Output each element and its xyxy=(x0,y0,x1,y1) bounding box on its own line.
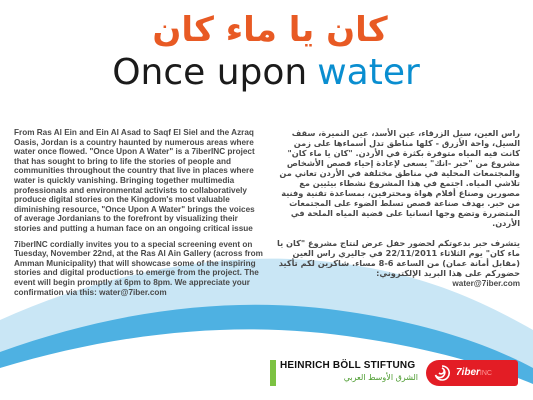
heinrich-boll-logo xyxy=(270,358,418,388)
arabic-title: كان يا ماء كان xyxy=(152,10,388,50)
arabic-invite-text: يتشرف حبر بدعوتكم لحضور حفل عرض لنتاج مشروع "كان يا ماء كان" يوم الثلاثاء 22/11/2011 في جاليري راس العين (مقابل أمانة عمان) من الساعة 6-8 مساء. شاكرين لكم تأكيد حضوركم على هذا البريد الإلكتروني: xyxy=(277,238,520,278)
arabic-paragraph-intro: راس العين، سيل الزرقاء، عين الأسد، عين النميرة، سقف السيل، واحة الأزرق - كلها مناطق تدل أسماءها على زمن كانت فيه المياه متوفرة بكثرة في الأردن. "كان يا ماء كان" مشروع من "حبر -انك" يسعى لإعادة إحياء قصص الأشخاص والمجتمعات المحلية في مناطق مختلفة في الأردن تعاني من تلاشي المياه. اجتمع في هذا المشروع نشطاء بيئيين مع مصورين وصناع أفلام هواة ومحترفين، بمساعدة تقنية وفنية من حبر. بهدف صناعة قصص تسلط الضوء على المجتمعات المتضررة وتضع وجها انسانيا على قضية المياه الملحة في الأردن. xyxy=(279,128,520,228)
title-once-upon: Once upon xyxy=(112,52,308,93)
email-address: water@7iber.com xyxy=(452,279,520,288)
hbs-name: HEINRICH BÖLL STIFTUNG xyxy=(280,360,416,371)
7iber-main: 7iber xyxy=(456,367,480,378)
arabic-column xyxy=(272,128,520,299)
english-paragraph-intro: From Ras Al Ein and Ein Al Asad to Saqf El Siel and the Azraq Oasis, Jordan is a country haunted by numerous areas where water once flowed. "Once Upon A Water" is a 7iberINC project that has sought to bring to life the stories of people and communities throughout the country that live in places where water is quickly vanishing. Bringing together multimedia professionals and environmental activists to collaboratively produce digital stories on the Kingdom's most valuable diminishing resource, "Once Upon A Water" brings the voices of average Jordanians to the forefront by visualizing their stories and putting a human face on an ongoing critical issue xyxy=(14,128,255,233)
7iber-wordmark xyxy=(456,367,492,378)
7iber-logo xyxy=(426,360,518,386)
7iber-inc: INC xyxy=(479,370,492,377)
english-paragraph-invite: 7iberINC cordially invites you to a special screening event on Tuesday, November 22nd, at the Ras Al Ain Gallery (across from Amman Municipality) that will showcase some of the inspiring stories and digital productions to emerge from the project. The event will begin promptly at 6pm to 8pm. We appreciate your confirmation via this: water@7iber.com xyxy=(14,239,263,297)
english-column xyxy=(14,128,264,303)
swirl-icon xyxy=(434,365,450,381)
arabic-paragraph-invite xyxy=(272,238,520,289)
english-title xyxy=(86,48,446,98)
hbs-arabic-subtitle: الشرق الأوسط العربي xyxy=(343,373,418,382)
title-water: water xyxy=(317,52,420,93)
hbs-green-mark xyxy=(270,360,276,386)
